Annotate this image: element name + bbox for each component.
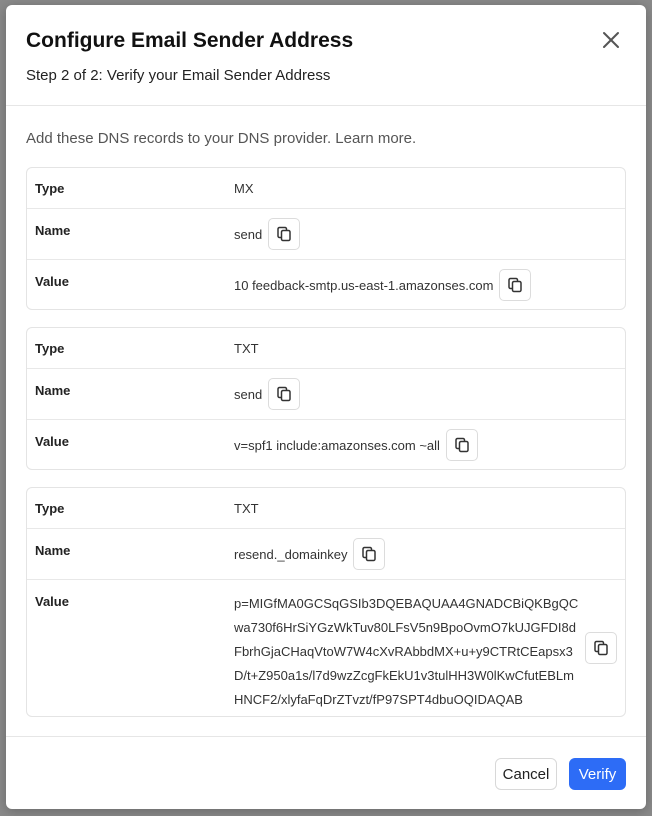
value-label: Value [35, 274, 69, 289]
record-row-type [27, 328, 625, 368]
record-row-value [27, 259, 625, 310]
name-value: resend._domainkey [234, 546, 348, 562]
value-label: Value [35, 434, 69, 449]
type-label: Type [35, 341, 65, 356]
name-value: send [234, 386, 263, 402]
type-label: Type [35, 501, 65, 516]
name-cell [234, 538, 385, 570]
intro-text: Add these DNS records to your DNS provider. Learn more. [26, 130, 417, 147]
copy-icon [593, 640, 609, 656]
modal-header [6, 5, 646, 106]
modal-body [6, 106, 646, 736]
verify-button[interactable]: Verify [569, 758, 626, 790]
name-label: Name [35, 383, 71, 398]
configure-sender-modal [6, 5, 646, 809]
copy-value-button[interactable] [446, 429, 478, 461]
record-row-type [27, 168, 625, 208]
type-value: TXT [234, 501, 259, 516]
close-button[interactable] [600, 29, 622, 51]
copy-icon [361, 546, 377, 562]
copy-name-button[interactable] [268, 378, 300, 410]
name-cell [234, 378, 300, 410]
copy-name-button[interactable] [268, 218, 300, 250]
record-row-name [27, 528, 625, 579]
dns-record-spf [26, 327, 626, 470]
type-value: MX [234, 181, 254, 196]
copy-icon [276, 386, 292, 402]
record-row-value [27, 419, 625, 470]
record-row-name [27, 368, 625, 419]
modal-subtitle: Step 2 of 2: Verify your Email Sender Address [26, 67, 331, 84]
copy-value-button[interactable] [585, 632, 617, 664]
copy-icon [507, 277, 523, 293]
name-label: Name [35, 543, 71, 558]
dns-record-dkim [26, 487, 626, 717]
copy-icon [454, 437, 470, 453]
value-text: 10 feedback-smtp.us-east-1.amazonses.com [234, 277, 494, 293]
record-row-name [27, 208, 625, 259]
dns-record-mx [26, 167, 626, 310]
copy-value-button[interactable] [499, 269, 531, 301]
value-cell [234, 429, 478, 461]
type-value: TXT [234, 341, 259, 356]
value-cell [234, 269, 531, 301]
close-icon [600, 29, 622, 51]
type-label: Type [35, 181, 65, 196]
value-text: v=spf1 include:amazonses.com ~all [234, 437, 440, 453]
name-cell [234, 218, 300, 250]
copy-name-button[interactable] [353, 538, 385, 570]
value-label: Value [35, 594, 69, 609]
name-label: Name [35, 223, 71, 238]
name-value: send [234, 226, 263, 242]
record-row-type [27, 488, 625, 528]
value-text: p=MIGfMA0GCSqGSIb3DQEBAQUAA4GNADCBiQKBgQCwa730f6HrSiYGzWkTuv80LFsV5n9BpoOvmO7kUJGFDI8dFbrhGjaCHaqVtoW7W4cXvRAbbdMX+u+y9CTRtCEapsx3D/t+Z950a1s/l7d9wzZcgFkEkU1v3tulHH3W0lKwCfutEBLmHNCF2/xlyfaFqDrZTvzt/fP97SPT4dbuOQIDAQAB [234, 596, 579, 707]
modal-footer [6, 736, 646, 809]
modal-title: Configure Email Sender Address [26, 29, 354, 52]
cancel-button[interactable]: Cancel [495, 758, 557, 790]
copy-icon [276, 226, 292, 242]
record-row-value [27, 579, 625, 717]
